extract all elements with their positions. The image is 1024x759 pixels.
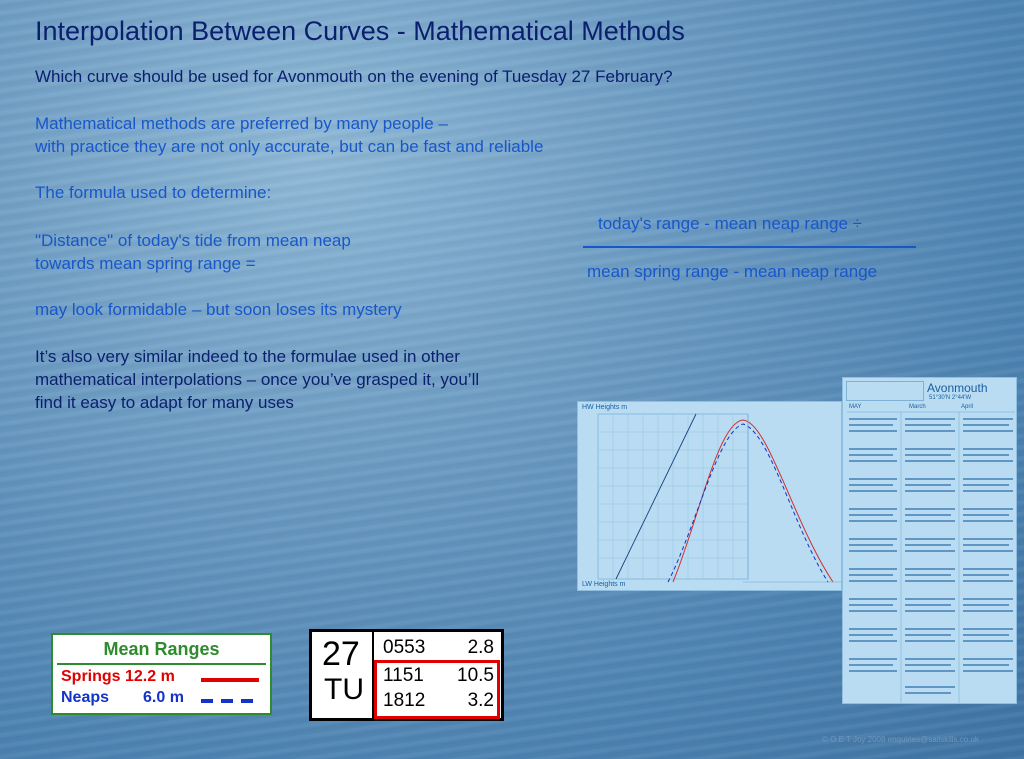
springs-line-key: [201, 678, 259, 682]
formula-intro: The formula used to determine:: [35, 183, 272, 202]
tide-time-3: 1812: [383, 690, 426, 711]
question-text: Which curve should be used for Avonmouth on the evening of Tuesday 27 February?: [35, 67, 673, 86]
distance-line-2: towards mean spring range =: [35, 254, 256, 273]
neaps-line-key: [201, 699, 259, 703]
tidal-curve-drawing: [578, 402, 843, 592]
formidable-text: may look formidable – but soon loses its mystery: [35, 300, 402, 319]
neaps-range-value: 6.0 m: [143, 689, 184, 706]
mean-ranges-divider: [57, 663, 266, 665]
tide-height-2: 10.5: [457, 665, 494, 686]
tide-height-3: 3.2: [467, 690, 494, 711]
tide-time-2: 1151: [383, 665, 424, 686]
methods-line-1: Mathematical methods are preferred by many people –: [35, 114, 448, 133]
tide-table-entry: [309, 629, 504, 721]
similar-line-3: find it easy to adapt for many uses: [35, 393, 294, 412]
neaps-range-label: Neaps: [61, 689, 110, 706]
almanac-tide-table-page: [842, 377, 1017, 704]
tide-day-number: 27: [322, 635, 360, 673]
almanac-title: Avonmouth: [927, 381, 988, 395]
tide-time-1: 0553: [383, 637, 426, 658]
copyright-notice: © O E T Joy 2008 enquiries@sailskills.co.uk: [822, 735, 979, 744]
tide-height-1: 2.8: [467, 637, 494, 658]
tidal-curve-graph: [577, 401, 842, 591]
formula-numerator: today's range - mean neap range ÷: [598, 214, 862, 233]
tide-weekday: TU: [324, 673, 364, 706]
almanac-coords: 51°30'N 2°44'W: [929, 395, 972, 401]
almanac-table-grid: [843, 378, 1018, 705]
lw-heights-label: LW Heights m: [582, 581, 626, 588]
mean-ranges-box: [51, 633, 272, 715]
hw-heights-label: HW Heights m: [582, 404, 628, 411]
mean-ranges-title: Mean Ranges: [103, 639, 220, 659]
formula-fraction-bar: [583, 246, 916, 248]
distance-line-1: "Distance" of today's tide from mean neap: [35, 231, 351, 250]
almanac-month-3: April: [961, 404, 974, 410]
formula-denominator: mean spring range - mean neap range: [587, 262, 878, 281]
tide-highlight-box: [374, 660, 500, 719]
methods-line-2: with practice they are not only accurate, but can be fast and reliable: [35, 137, 544, 156]
almanac-month-1: MAY: [849, 404, 862, 410]
slide-title: Interpolation Between Curves - Mathematical Methods: [35, 16, 685, 46]
springs-range-label: Springs 12.2 m: [61, 668, 175, 685]
similar-line-2: mathematical interpolations – once you’ve grasped it, you’ll: [35, 370, 480, 389]
almanac-month-2: March: [909, 404, 926, 410]
similar-line-1: It’s also very similar indeed to the formulae used in other: [35, 347, 460, 366]
